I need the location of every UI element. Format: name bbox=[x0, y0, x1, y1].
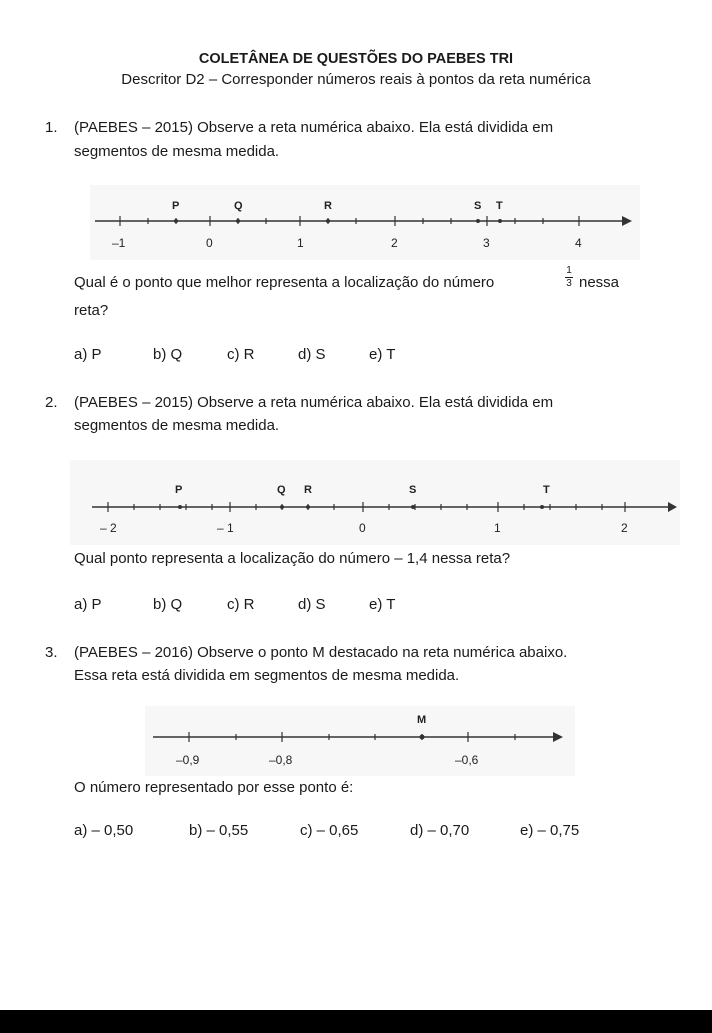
q1-question-text-cont: reta? bbox=[74, 302, 109, 319]
q2-statement-line2: segmentos de mesma medida. bbox=[74, 417, 280, 434]
q2-option-b[interactable]: b) Q bbox=[153, 596, 183, 613]
q1-point-Q: Q bbox=[234, 200, 243, 212]
q1-option-e[interactable]: e) T bbox=[369, 346, 396, 363]
q2-point-P: P bbox=[175, 484, 183, 496]
q2-point-R: R bbox=[304, 484, 312, 496]
q2-tick-label: 2 bbox=[621, 521, 628, 535]
q1-number: 1. bbox=[45, 119, 58, 136]
q2-tick-label: – 1 bbox=[217, 521, 234, 535]
q3-number: 3. bbox=[45, 644, 58, 661]
q2-option-a[interactable]: a) P bbox=[74, 596, 102, 613]
document-subtitle: Descritor D2 – Corresponder números reais à pontos da reta numérica bbox=[121, 71, 591, 88]
q2-option-d[interactable]: d) S bbox=[298, 596, 326, 613]
q1-number-line-figure bbox=[90, 185, 640, 260]
q2-axis-arrow bbox=[668, 502, 677, 512]
q2-point-T: T bbox=[543, 484, 550, 496]
q3-option-b[interactable]: b) – 0,55 bbox=[189, 822, 249, 839]
q1-point-R: R bbox=[324, 200, 332, 212]
q2-point-S: S bbox=[409, 484, 417, 496]
q3-point-M-marker bbox=[420, 735, 425, 740]
bottom-black-bar bbox=[0, 1010, 712, 1033]
q1-statement-line2: segmentos de mesma medida. bbox=[74, 143, 280, 160]
q1-point-P: P bbox=[172, 200, 180, 212]
q3-options bbox=[0, 822, 712, 842]
q3-option-e[interactable]: e) – 0,75 bbox=[520, 822, 580, 839]
q1-tick-label: 0 bbox=[206, 236, 213, 250]
q2-question-text: Qual ponto representa a localização do número – 1,4 nessa reta? bbox=[74, 550, 511, 567]
q1-tick-label: 3 bbox=[483, 236, 490, 250]
q3-option-c[interactable]: c) – 0,65 bbox=[300, 822, 359, 839]
q3-point-M: M bbox=[417, 714, 427, 726]
document-title: COLETÂNEA DE QUESTÕES DO PAEBES TRI bbox=[198, 51, 514, 67]
q3-number-line-svg bbox=[145, 706, 575, 776]
q1-tick-label: 2 bbox=[391, 236, 398, 250]
q2-tick-label: 0 bbox=[359, 521, 366, 535]
q1-question-text-end: nessa bbox=[579, 274, 620, 291]
q1-option-a[interactable]: a) P bbox=[74, 346, 102, 363]
q1-point-T: T bbox=[496, 200, 503, 212]
q1-number-line-svg bbox=[90, 185, 640, 260]
q2-point-Q: Q bbox=[277, 484, 286, 496]
q2-number-line-svg bbox=[70, 460, 680, 545]
q1-tick-label: 1 bbox=[297, 236, 304, 250]
q1-tick-label: 4 bbox=[575, 236, 582, 250]
q1-options bbox=[0, 346, 712, 366]
q3-axis-arrow bbox=[553, 732, 563, 742]
q1-option-d[interactable]: d) S bbox=[298, 346, 326, 363]
q1-statement-line1: (PAEBES – 2015) Observe a reta numérica abaixo. Ela está dividida em bbox=[74, 119, 554, 136]
q2-option-e[interactable]: e) T bbox=[369, 596, 396, 613]
q3-tick-label: –0,9 bbox=[176, 753, 200, 767]
q3-number-line-figure bbox=[145, 706, 575, 776]
q1-fraction-denominator: 3 bbox=[566, 278, 572, 289]
q1-axis-arrow bbox=[622, 216, 632, 226]
q1-fraction bbox=[565, 266, 573, 289]
q3-tick-label: –0,8 bbox=[269, 753, 293, 767]
q2-number: 2. bbox=[45, 394, 58, 411]
q3-tick-label: –0,6 bbox=[455, 753, 479, 767]
q1-fraction-numerator: 1 bbox=[566, 265, 572, 276]
q2-number-line-figure bbox=[70, 460, 680, 545]
q3-statement-line1: (PAEBES – 2016) Observe o ponto M destacado na reta numérica abaixo. bbox=[74, 644, 568, 661]
q3-statement-line2: Essa reta está dividida em segmentos de mesma medida. bbox=[74, 667, 460, 684]
q2-statement-line1: (PAEBES – 2015) Observe a reta numérica abaixo. Ela está dividida em bbox=[74, 394, 554, 411]
q2-option-c[interactable]: c) R bbox=[227, 596, 255, 613]
q1-option-b[interactable]: b) Q bbox=[153, 346, 183, 363]
q2-tick-label: – 2 bbox=[100, 521, 117, 535]
q3-option-d[interactable]: d) – 0,70 bbox=[410, 822, 470, 839]
q1-question-text: Qual é o ponto que melhor representa a localização do número bbox=[74, 274, 495, 291]
q1-option-c[interactable]: c) R bbox=[227, 346, 255, 363]
q2-options bbox=[0, 596, 712, 616]
q3-question-text: O número representado por esse ponto é: bbox=[74, 779, 354, 796]
q1-tick-label: –1 bbox=[112, 236, 126, 250]
q1-point-S: S bbox=[474, 200, 482, 212]
q3-option-a[interactable]: a) – 0,50 bbox=[74, 822, 134, 839]
q2-tick-label: 1 bbox=[494, 521, 501, 535]
